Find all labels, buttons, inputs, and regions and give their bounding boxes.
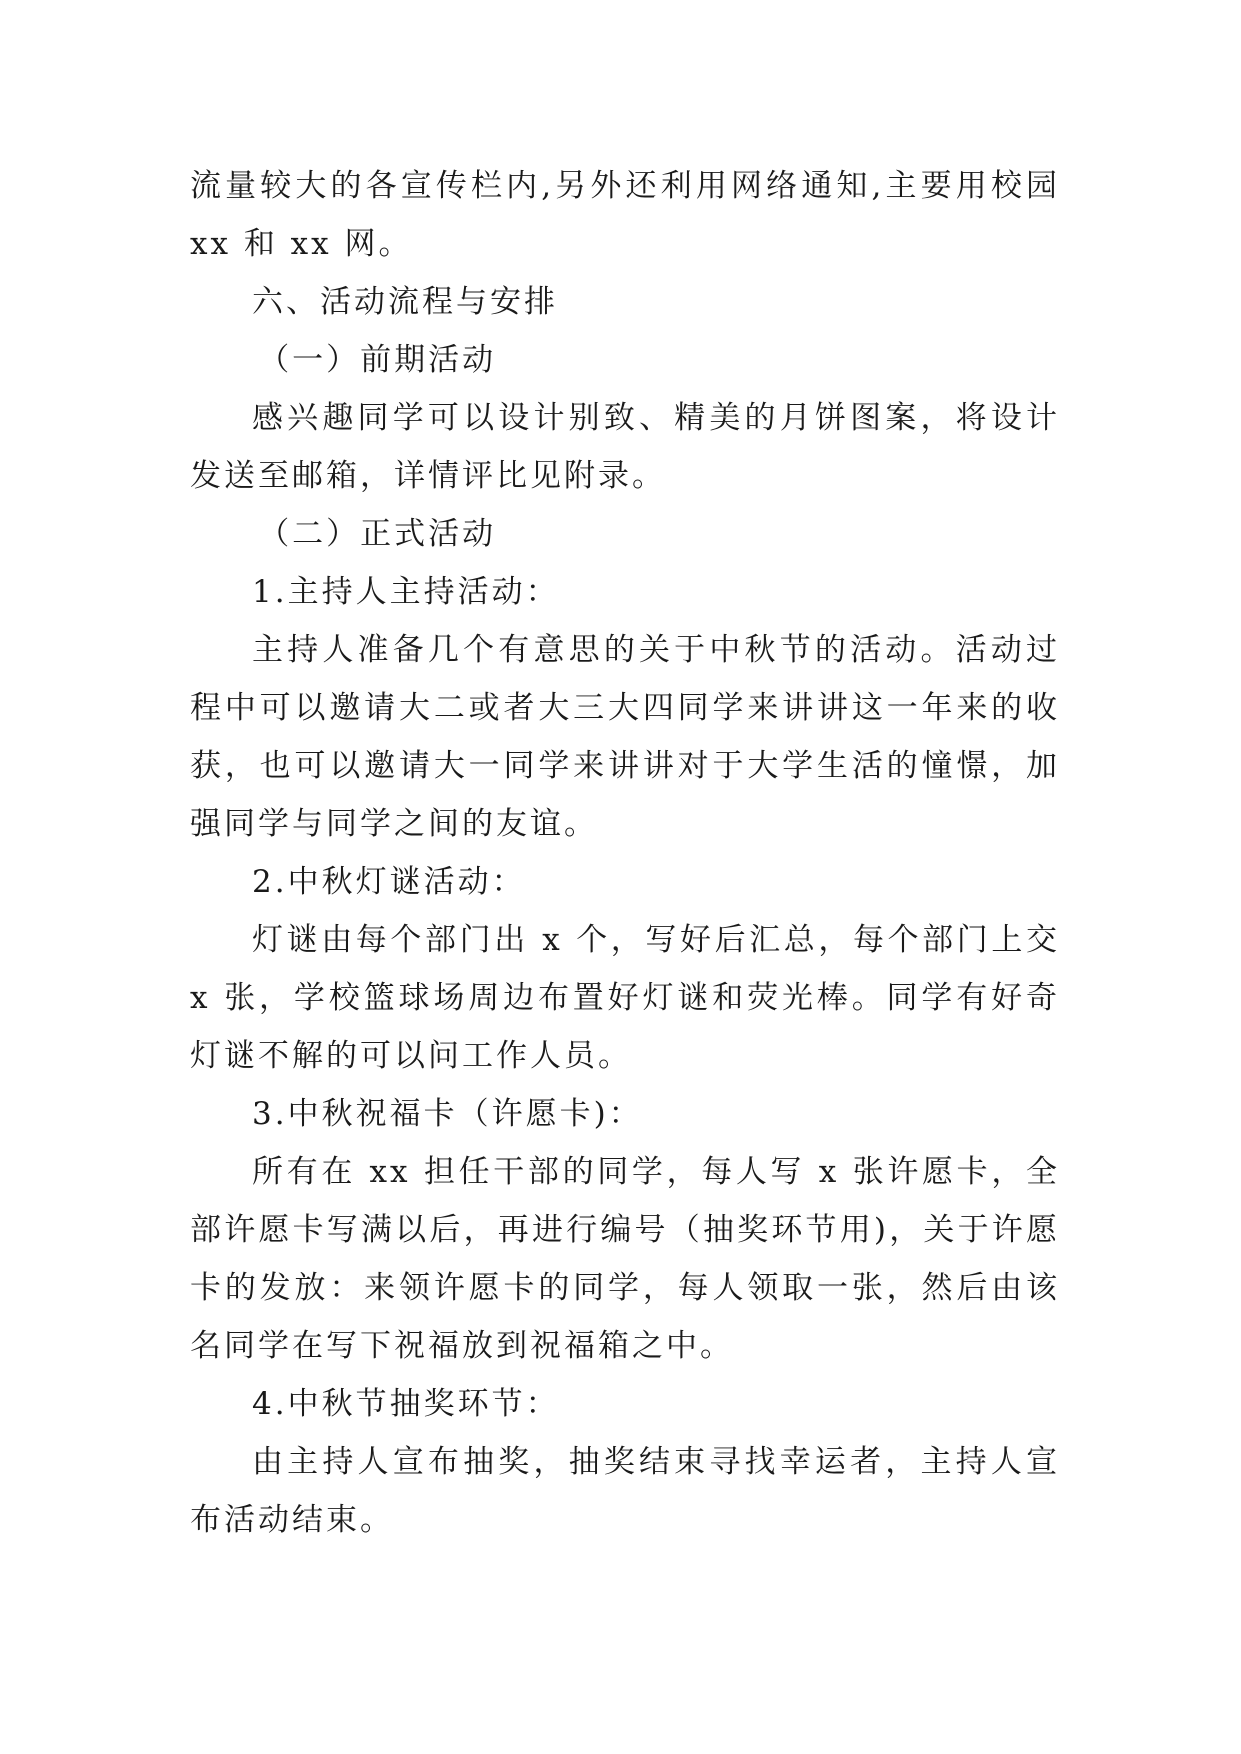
paragraph-host-activity: 主持人准备几个有意思的关于中秋节的活动。活动过程中可以邀请大二或者大三大四同学来讲讲这一年来的收获，也可以邀请大一同学来讲讲对于大学生活的憧憬，加强同学与同学之间的友谊。 [190, 632, 1060, 842]
section-heading-activity-flow: 六、活动流程与安排 [252, 284, 558, 320]
paragraph-lottery: 由主持人宣布抽奖，抽奖结束寻找幸运者，主持人宣布活动结束。 [190, 1444, 1060, 1538]
paragraph-mooncake-design: 感兴趣同学可以设计别致、精美的月饼图案，将设计发送至邮箱，详情评比见附录。 [190, 400, 1060, 494]
subsection-heading-pre-activity: （一）前期活动 [258, 342, 497, 378]
document-body [190, 157, 1060, 1549]
item-heading-host: 1.主持人主持活动： [252, 574, 560, 610]
paragraph-publicity-continuation: 流量较大的各宣传栏内,另外还利用网络通知,主要用校园 xx 和 xx 网。 [190, 168, 1060, 262]
item-heading-lottery: 4.中秋节抽奖环节： [252, 1386, 560, 1422]
item-heading-lantern-riddles: 2.中秋灯谜活动： [252, 864, 526, 900]
subsection-heading-formal-activity: （二）正式活动 [258, 516, 497, 552]
paragraph-wish-cards: 所有在 xx 担任干部的同学，每人写 x 张许愿卡，全部许愿卡写满以后，再进行编号（抽奖环节用)，关于许愿卡的发放：来领许愿卡的同学，每人领取一张，然后由该名同学在写下祝福放到祝福箱之中。 [190, 1154, 1060, 1364]
item-heading-wish-cards: 3.中秋祝福卡（许愿卡)： [252, 1096, 643, 1132]
paragraph-lantern-riddles: 灯谜由每个部门出 x 个，写好后汇总，每个部门上交 x 张，学校篮球场周边布置好灯谜和荧光棒。同学有好奇灯谜不解的可以问工作人员。 [190, 922, 1060, 1074]
